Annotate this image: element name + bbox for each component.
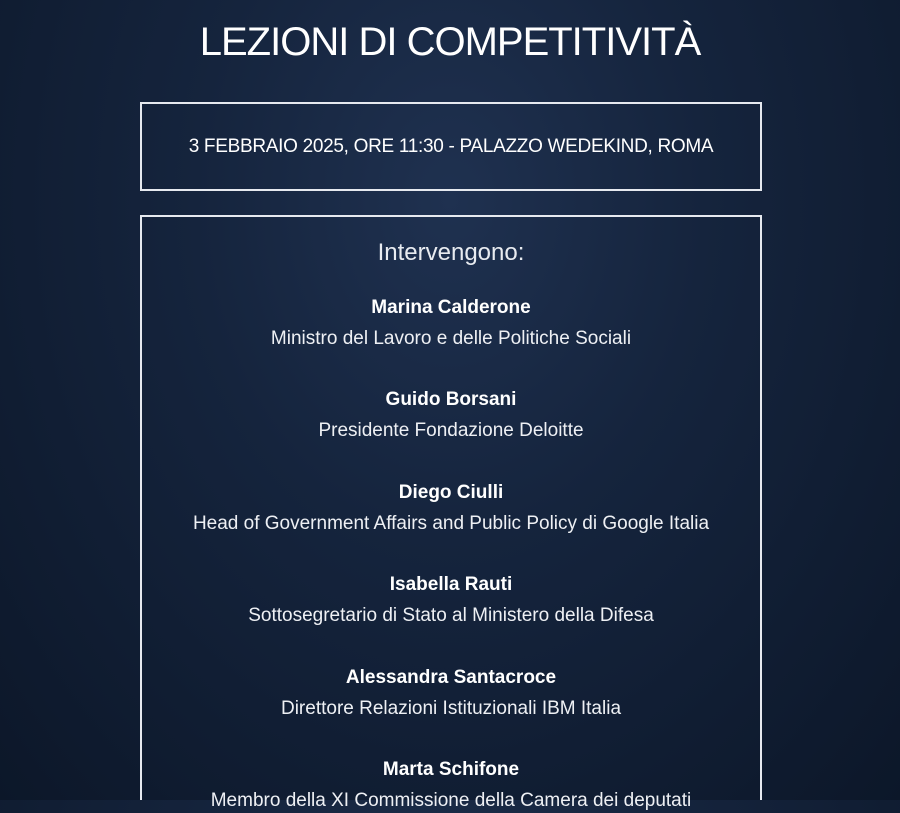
date-location: 3 FEBBRAIO 2025, ORE 11:30 - PALAZZO WEDEKIND, ROMA: [188, 136, 714, 157]
speaker-name: Marina Calderone: [371, 297, 531, 318]
speakers-panel: [140, 215, 762, 811]
speaker-role: Sottosegretario di Stato al Ministero della Difesa: [248, 605, 654, 626]
speaker-role: Membro della XI Commissione della Camera dei deputati: [210, 790, 692, 811]
speaker-role: Presidente Fondazione Deloitte: [318, 420, 584, 441]
speaker-role: Direttore Relazioni Istituzionali IBM Italia: [280, 698, 622, 719]
speaker: [142, 573, 760, 628]
speaker-name: Guido Borsani: [385, 389, 517, 410]
event-title: LEZIONI DI COMPETITIVITÀ: [199, 20, 701, 64]
speaker: [142, 481, 760, 536]
speaker-role: Head of Government Affairs and Public Policy di Google Italia: [192, 513, 710, 534]
date-location-box: [140, 102, 762, 191]
speaker: [142, 666, 760, 721]
speaker-name: Alessandra Santacroce: [345, 667, 557, 688]
speaker: [142, 388, 760, 443]
speaker-name: Marta Schifone: [382, 759, 520, 780]
speaker: [142, 758, 760, 813]
speaker: [142, 296, 760, 351]
speaker-role: Ministro del Lavoro e delle Politiche Sociali: [270, 328, 632, 349]
speakers-intro: Intervengono:: [377, 239, 525, 266]
speaker-name: Isabella Rauti: [389, 574, 513, 595]
speaker-name: Diego Ciulli: [398, 482, 504, 503]
